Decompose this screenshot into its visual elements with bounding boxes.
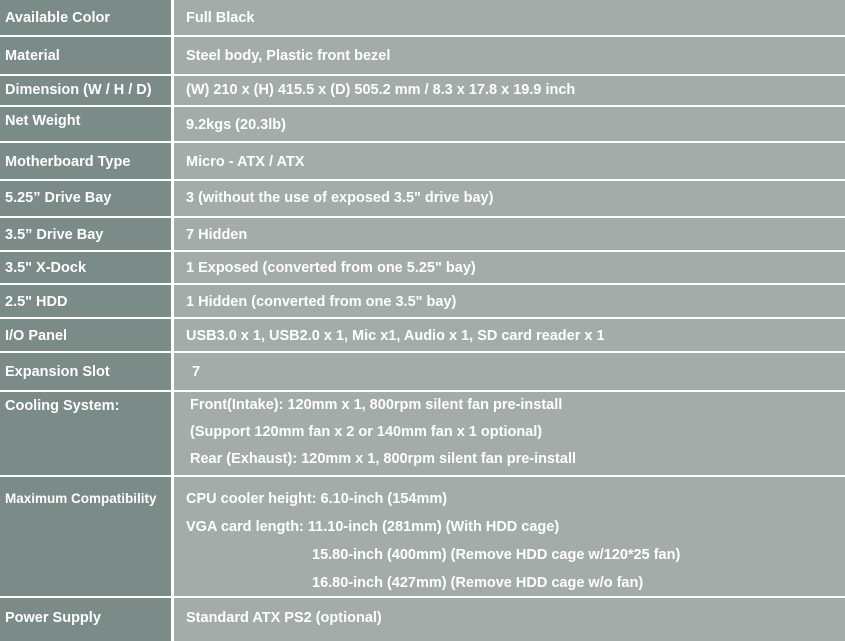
cooling-line-rear: Rear (Exhaust): 120mm x 1, 800rpm silent fan pre-install xyxy=(190,451,576,467)
spec-value: 7 xyxy=(174,353,845,392)
spec-label: Expansion Slot xyxy=(0,353,174,392)
spec-label: 3.5” Drive Bay xyxy=(0,218,174,252)
spec-label: Motherboard Type xyxy=(0,143,174,181)
spec-value: Full Black xyxy=(174,0,845,37)
spec-value: USB3.0 x 1, USB2.0 x 1, Mic x1, Audio x 1, SD card reader x 1 xyxy=(174,319,845,353)
spec-label: 2.5" HDD xyxy=(0,285,174,319)
spec-value: Standard ATX PS2 (optional) xyxy=(174,598,845,641)
compat-line-vga-2: 15.80-inch (400mm) (Remove HDD cage w/120*25 fan) xyxy=(312,547,681,563)
spec-value: 3 (without the use of exposed 3.5" drive bay) xyxy=(174,181,845,218)
spec-value: 1 Exposed (converted from one 5.25" bay) xyxy=(174,252,845,285)
spec-label: 5.25” Drive Bay xyxy=(0,181,174,218)
cooling-line-support: (Support 120mm fan x 2 or 140mm fan x 1 optional) xyxy=(190,424,543,440)
compat-line-cpu: CPU cooler height: 6.10-inch (154mm) xyxy=(186,491,448,507)
spec-label: Power Supply xyxy=(0,598,174,641)
spec-label: Available Color xyxy=(0,0,174,37)
spec-value-multiline xyxy=(174,477,845,598)
spec-value: Micro - ATX / ATX xyxy=(174,143,845,181)
spec-label: Cooling System: xyxy=(0,392,174,477)
spec-value: (W) 210 x (H) 415.5 x (D) 505.2 mm / 8.3 x 17.8 x 19.9 inch xyxy=(174,76,845,107)
compat-line-vga: VGA card length: 11.10-inch (281mm) (With HDD cage) xyxy=(186,519,560,535)
spec-value: 9.2kgs (20.3lb) xyxy=(174,107,845,143)
spec-value: Steel body, Plastic front bezel xyxy=(174,37,845,76)
spec-label: Net Weight xyxy=(0,107,174,143)
compat-line-vga-3: 16.80-inch (427mm) (Remove HDD cage w/o fan) xyxy=(312,575,644,591)
spec-label: Dimension (W / H / D) xyxy=(0,76,174,107)
spec-label: Maximum Compatibility xyxy=(0,477,174,598)
spec-label: 3.5" X-Dock xyxy=(0,252,174,285)
spec-value-multiline xyxy=(174,392,845,477)
spec-label: I/O Panel xyxy=(0,319,174,353)
cooling-line-front: Front(Intake): 120mm x 1, 800rpm silent fan pre-install xyxy=(190,397,563,413)
spec-value: 1 Hidden (converted from one 3.5" bay) xyxy=(174,285,845,319)
spec-label: Material xyxy=(0,37,174,76)
spec-value: 7 Hidden xyxy=(174,218,845,252)
